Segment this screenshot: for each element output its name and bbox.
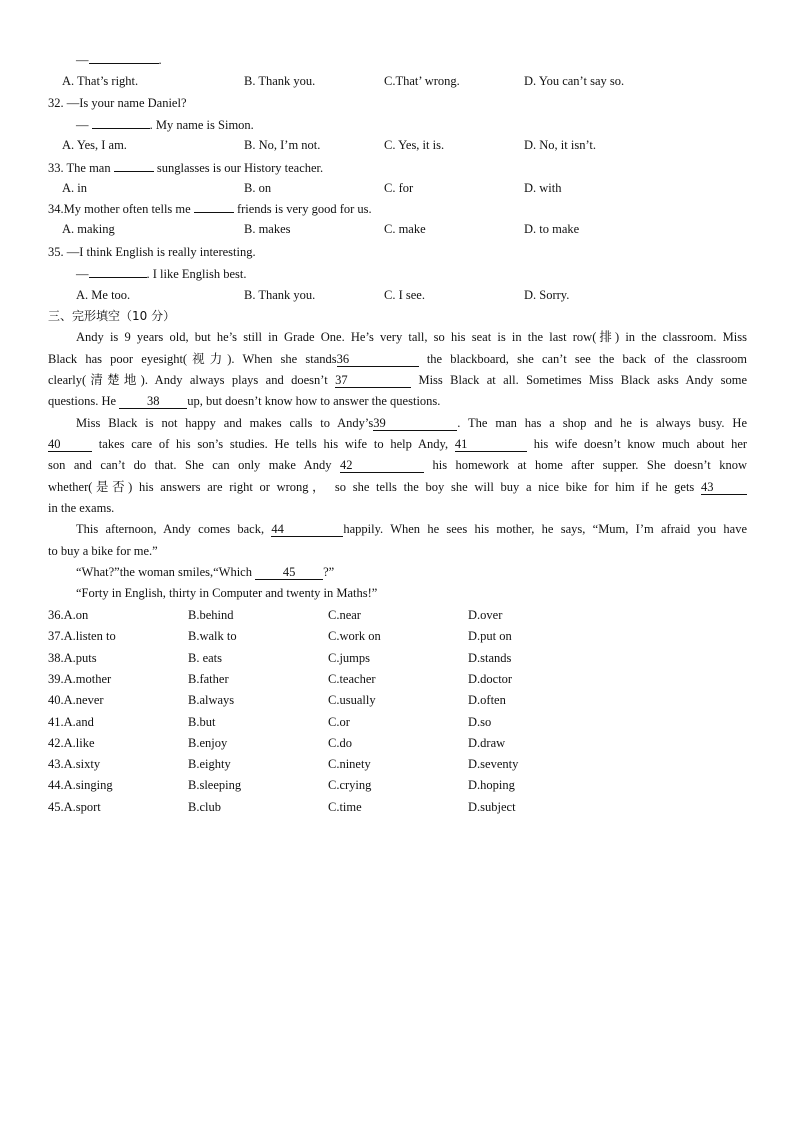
blank-44: 44: [271, 523, 343, 537]
q35-reply: — . I like English best.: [76, 267, 247, 281]
q32-option-d: D. No, it isn’t.: [524, 138, 596, 152]
blank-43: 43: [701, 481, 747, 495]
passage-p2-line1: Miss Black is not happy and makes calls to Andy’s39 . The man has a shop and he is always busy. He: [76, 416, 747, 430]
passage-p3-line1: This afternoon, Andy comes back, 44 happily. When he sees his mother, he says, “Mum, I’m afraid you have: [76, 522, 748, 536]
passage-p2-line3: son and can’t do that. She can only make Andy 42 his homework at home after supper. She doesn’t know: [48, 458, 748, 472]
cloze-option-36-b: B.behind: [188, 608, 234, 622]
cloze-option-43-c: C.ninety: [328, 757, 371, 772]
passage-p1-line4: questions. He 38 up, but doesn’t know how to answer the questions.: [48, 394, 441, 408]
q34-option-b: B. makes: [244, 222, 291, 236]
cloze-option-37-d: D.put on: [468, 629, 512, 644]
q32-blank: [92, 116, 150, 129]
passage-p3-line2: to buy a bike for me.”: [48, 544, 158, 558]
blank-42: 42: [340, 459, 424, 473]
cloze-option-40-c: C.usually: [328, 693, 376, 708]
passage-p2-line4: whether(是否) his answers are right or wrong， so she tells the boy she will buy a nice bike for him if he gets 43: [48, 479, 747, 495]
q31-option-c: C.That’ wrong.: [384, 74, 460, 88]
q32-reply: — . My name is Simon.: [76, 118, 254, 132]
q31-option-b: B. Thank you.: [244, 74, 316, 88]
passage-p1-line1: Andy is 9 years old, but he’s still in Grade One. He’s very tall, so his seat is in the last row(排) in the classroom. Miss: [76, 330, 747, 344]
cloze-option-36-a: 36.A.on: [48, 608, 89, 622]
cloze-option-42-b: B.enjoy: [188, 735, 228, 750]
passage-p2-line2: 40 takes care of his son’s studies. He tells his wife to help Andy, 41 his wife doesn’t know much about her: [48, 437, 748, 451]
blank-38: 38: [119, 395, 187, 409]
cloze-option-42-a: 42.A.like: [48, 735, 95, 750]
q35-option-a: A. Me too.: [76, 288, 131, 302]
cloze-option-42-c: C.do: [328, 735, 352, 750]
cloze-option-38-a: 38.A.puts: [48, 650, 97, 665]
cloze-option-45-a: 45.A.sport: [48, 799, 101, 814]
cloze-option-36-c: C.near: [328, 608, 361, 622]
q34-option-c: C. make: [384, 222, 426, 236]
passage-p1-line3: clearly(清楚地). Andy always plays and doesn’t 37 Miss Black at all. Sometimes Miss Black asks Andy some: [48, 373, 748, 387]
cloze-option-45-b: B.club: [188, 799, 221, 814]
q35-option-b: B. Thank you.: [244, 288, 316, 302]
q31-option-a: A. That’s right.: [62, 74, 139, 88]
q31-reply: — .: [76, 53, 162, 67]
q32-stem: 32. —Is your name Daniel?: [48, 96, 187, 110]
q33-option-b: B. on: [244, 181, 272, 195]
q32-option-b: B. No, I’m not.: [244, 138, 321, 152]
cloze-option-39-a: 39.A.mother: [48, 671, 112, 686]
q34-blank: [194, 200, 234, 213]
blank-37: 37: [335, 374, 411, 388]
q35-blank: [89, 265, 147, 278]
q34-option-d: D. to make: [524, 222, 580, 236]
q33-option-c: C. for: [384, 181, 414, 195]
cloze-option-43-b: B.eighty: [188, 757, 231, 772]
cloze-option-41-c: C.or: [328, 714, 350, 729]
cloze-option-40-d: D.often: [468, 693, 506, 708]
cloze-option-41-b: B.but: [188, 714, 216, 729]
blank-45: 45: [255, 566, 323, 580]
passage-p4: “What?”the woman smiles,“Which 45 ?”: [76, 565, 335, 579]
q35-option-d: D. Sorry.: [524, 288, 570, 302]
q33-option-a: A. in: [62, 181, 87, 195]
q35-stem: 35. —I think English is really interesting.: [48, 245, 256, 259]
q33-blank: [114, 159, 154, 172]
cloze-option-41-a: 41.A.and: [48, 714, 94, 729]
cloze-option-37-c: C.work on: [328, 629, 381, 644]
cloze-option-45-c: C.time: [328, 799, 362, 814]
q31-option-d: D. You can’t say so.: [524, 74, 625, 88]
cloze-option-37-b: B.walk to: [188, 629, 237, 644]
q35-option-c: C. I see.: [384, 288, 425, 302]
cloze-option-44-b: B.sleeping: [188, 778, 242, 793]
cloze-option-43-d: D.seventy: [468, 757, 519, 772]
blank-39: 39: [373, 417, 457, 431]
q33-stem: 33. The man sunglasses is our History teacher.: [48, 161, 324, 175]
q33-option-d: D. with: [524, 181, 562, 195]
cloze-option-39-d: D.doctor: [468, 671, 513, 686]
q34-stem: 34.My mother often tells me friends is very good for us.: [48, 202, 372, 216]
blank-36: 36: [337, 353, 419, 367]
cloze-option-44-d: D.hoping: [468, 778, 515, 793]
passage-p1-line2: Black has poor eyesight(视力). When she stands36 the blackboard, she can’t see the back of the classroom: [48, 352, 748, 366]
q31-blank: [89, 51, 159, 64]
blank-41: 41: [455, 438, 527, 452]
cloze-option-40-a: 40.A.never: [48, 693, 104, 708]
cloze-option-45-d: D.subject: [468, 799, 516, 814]
cloze-option-36-d: D.over: [468, 608, 503, 622]
cloze-option-39-b: B.father: [188, 671, 229, 686]
q31-dash: —: [76, 53, 89, 67]
cloze-option-41-d: D.so: [468, 714, 492, 729]
cloze-option-42-d: D.draw: [468, 735, 506, 750]
cloze-option-40-b: B.always: [188, 693, 235, 708]
cloze-option-37-a: 37.A.listen to: [48, 629, 116, 644]
blank-40: 40: [48, 438, 92, 452]
q32-option-c: C. Yes, it is.: [384, 138, 445, 152]
cloze-option-44-c: C.crying: [328, 778, 372, 793]
cloze-option-44-a: 44.A.singing: [48, 778, 113, 793]
cloze-option-43-a: 43.A.sixty: [48, 757, 101, 772]
cloze-option-39-c: C.teacher: [328, 671, 376, 686]
passage-p5: “Forty in English, thirty in Computer and twenty in Maths!”: [76, 586, 378, 600]
cloze-option-38-d: D.stands: [468, 650, 512, 665]
cloze-option-38-b: B. eats: [188, 650, 223, 665]
passage-p2-line5: in the exams.: [48, 501, 115, 515]
q34-option-a: A. making: [62, 222, 115, 236]
q32-option-a: A. Yes, I am.: [62, 138, 127, 152]
section-heading: 三、完形填空（10 分）: [48, 309, 176, 323]
cloze-option-38-c: C.jumps: [328, 650, 371, 665]
